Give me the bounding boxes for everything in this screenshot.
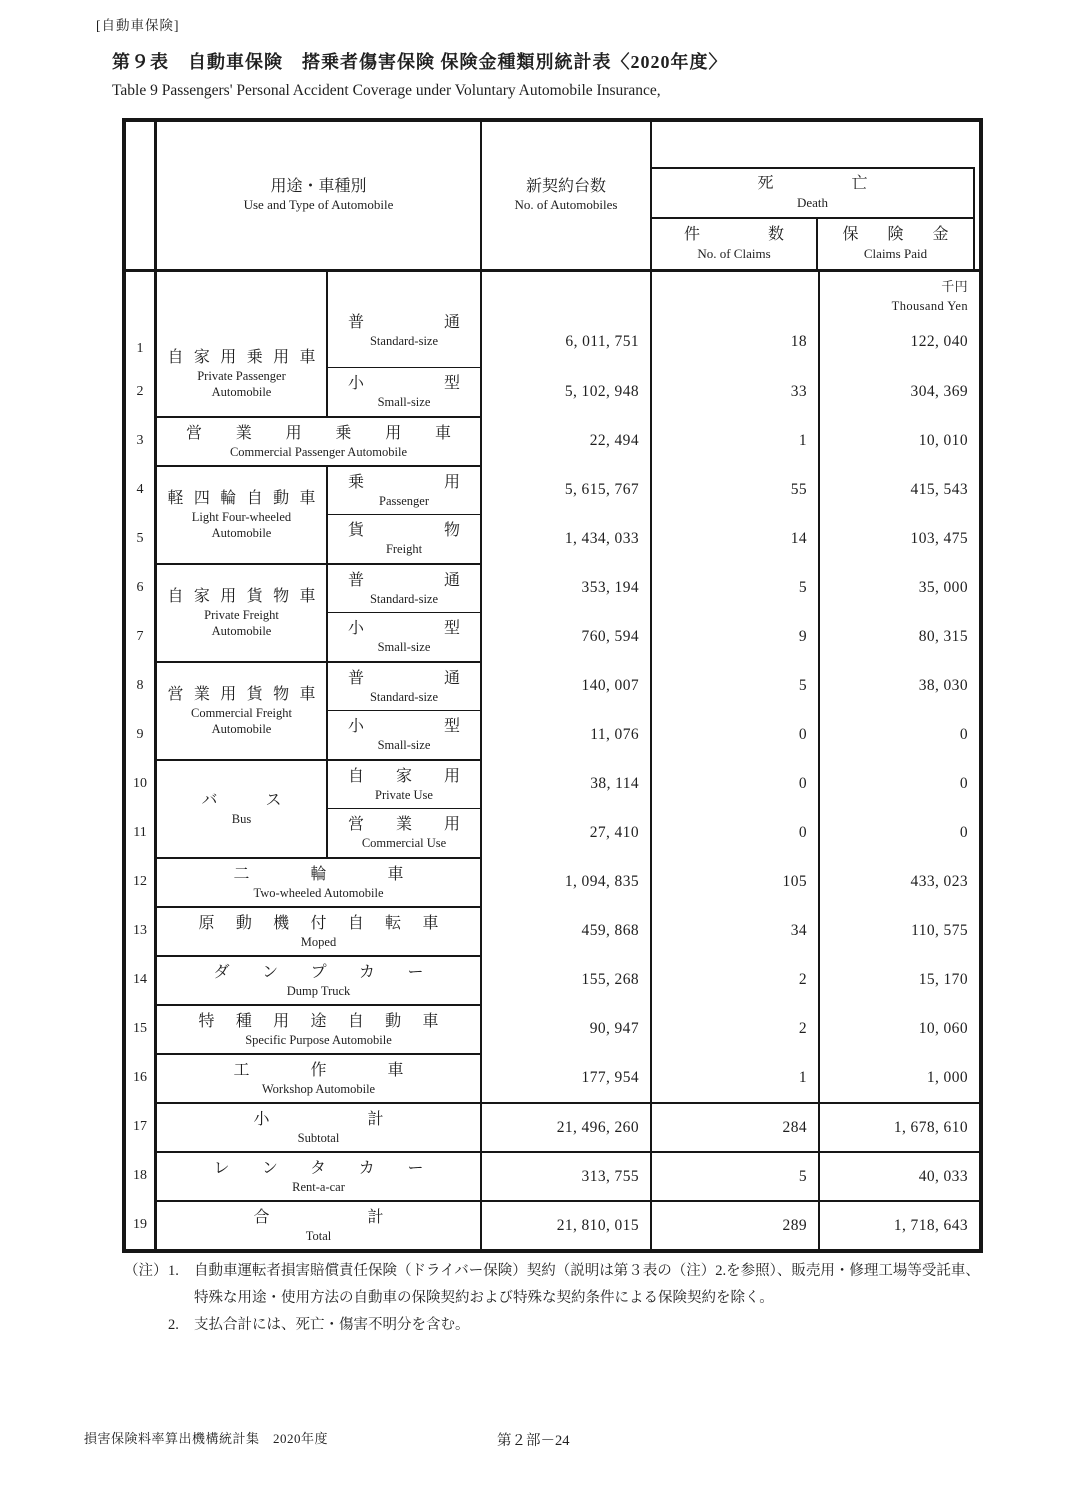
subtype-small-size bbox=[328, 710, 480, 759]
unit-label bbox=[892, 277, 968, 315]
value-automobiles: 5, 102, 948 bbox=[480, 367, 650, 416]
value-automobiles: 22, 494 bbox=[480, 416, 650, 465]
subtype-label-en: Standard-size bbox=[369, 591, 439, 606]
row-label-en: Rent-a-car bbox=[292, 1179, 345, 1194]
value-paid: 10, 010 bbox=[818, 416, 979, 465]
value-paid: 103, 475 bbox=[818, 514, 979, 563]
header-rownum-blank bbox=[126, 122, 154, 272]
subtype-private-use bbox=[328, 759, 480, 808]
header-automobiles-jp: 新契約台数 bbox=[525, 177, 606, 195]
row-number: 1 bbox=[136, 340, 144, 356]
category-private-freight bbox=[154, 563, 328, 661]
row-label-en: Specific Purpose Automobile bbox=[245, 1032, 392, 1047]
header-death-jp: 死亡 bbox=[757, 175, 868, 193]
value-automobiles: 21, 810, 015 bbox=[480, 1200, 650, 1249]
row-number: 16 bbox=[133, 1069, 147, 1085]
category-bus bbox=[154, 759, 328, 857]
subtype-label-en: Standard-size bbox=[369, 334, 439, 348]
category-label-en: Light Four-wheeled Automobile bbox=[191, 510, 292, 540]
row-number: 9 bbox=[136, 726, 144, 742]
footnote-tag: （注） bbox=[124, 1263, 168, 1279]
row-label-en: Subtotal bbox=[297, 1130, 340, 1145]
value-claims: 289 bbox=[650, 1200, 818, 1249]
value-automobiles: 90, 947 bbox=[480, 1004, 650, 1053]
category-label-jp: バス bbox=[201, 792, 282, 809]
subtype-label-jp: 普通 bbox=[348, 669, 460, 687]
subtype-freight bbox=[328, 514, 480, 563]
value-paid: 1, 678, 610 bbox=[818, 1102, 979, 1151]
row-number: 19 bbox=[133, 1216, 147, 1232]
footnote-number: 2. bbox=[168, 1316, 179, 1333]
subtype-standard-size bbox=[328, 563, 480, 612]
subtype-label-en: Small-size bbox=[377, 640, 431, 654]
value-automobiles: 155, 268 bbox=[480, 955, 650, 1004]
value-automobiles: 459, 868 bbox=[480, 906, 650, 955]
value-claims: 5 bbox=[650, 563, 818, 612]
value-paid: 110, 575 bbox=[818, 906, 979, 955]
value-claims: 9 bbox=[650, 612, 818, 661]
value-paid: 415, 543 bbox=[818, 465, 979, 514]
value-automobiles: 313, 755 bbox=[480, 1151, 650, 1200]
subtype-label-jp: 貨物 bbox=[348, 522, 460, 539]
category-label-jp: 自家用貨物車 bbox=[167, 588, 316, 605]
row-label-dump-truck bbox=[154, 955, 480, 1004]
row-label-jp: 合計 bbox=[253, 1208, 384, 1226]
subtype-label-jp: 小型 bbox=[348, 375, 460, 392]
category-label-en: Bus bbox=[231, 812, 252, 826]
subtype-label-en: Private Use bbox=[375, 787, 433, 802]
subtype-label-en: Passenger bbox=[379, 493, 429, 508]
value-paid: 80, 315 bbox=[818, 612, 979, 661]
row-label-jp: ダンプカー bbox=[213, 963, 424, 981]
value-claims: 1 bbox=[650, 416, 818, 465]
subtype-standard-size bbox=[328, 661, 480, 710]
value-paid: 0 bbox=[818, 710, 979, 759]
value-automobiles: 11, 076 bbox=[480, 710, 650, 759]
header-automobiles bbox=[480, 122, 650, 272]
subtype-label-jp: 自家用 bbox=[348, 767, 460, 785]
value-paid: 0 bbox=[818, 759, 979, 808]
row-number: 3 bbox=[136, 432, 144, 448]
row-number: 6 bbox=[136, 579, 144, 595]
footnote-text: 支払合計には、死亡・傷害不明分を含む。 bbox=[194, 1316, 470, 1333]
value-claims: 18 bbox=[650, 272, 818, 367]
subtype-small-size bbox=[328, 612, 480, 661]
footer-source: 損害保険料率算出機構統計集 2020年度 bbox=[84, 1431, 329, 1446]
value-claims: 34 bbox=[650, 906, 818, 955]
header-claims-jp: 件数 bbox=[684, 226, 784, 244]
subtype-label-en: Small-size bbox=[377, 738, 431, 752]
header-claims bbox=[652, 219, 818, 269]
footnote-2 bbox=[124, 1312, 990, 1339]
value-paid: 15, 170 bbox=[818, 955, 979, 1004]
row-number: 7 bbox=[136, 628, 144, 644]
row-number: 8 bbox=[136, 677, 144, 693]
subtype-passenger bbox=[328, 465, 480, 514]
row-label-en: Total bbox=[305, 1228, 332, 1243]
header-use-type-jp: 用途・車種別 bbox=[270, 177, 367, 195]
value-paid: 10, 060 bbox=[818, 1004, 979, 1053]
row-number: 18 bbox=[133, 1167, 147, 1183]
footer-page-number: 第２部－24 bbox=[497, 1433, 570, 1449]
row-label-two-wheeled bbox=[154, 857, 480, 906]
value-automobiles: 1, 434, 033 bbox=[480, 514, 650, 563]
value-claims: 2 bbox=[650, 1004, 818, 1053]
row-label-jp: 二輪車 bbox=[233, 865, 404, 883]
subtype-label-jp: 営業用 bbox=[348, 816, 460, 833]
category-private-passenger bbox=[154, 272, 328, 416]
footnotes bbox=[124, 1258, 990, 1338]
subtype-label-jp: 普通 bbox=[348, 571, 460, 589]
row-label-en: Moped bbox=[300, 934, 337, 949]
subtype-label-en: Standard-size bbox=[369, 689, 439, 704]
statistics-table bbox=[122, 118, 983, 1253]
row-number: 2 bbox=[136, 383, 144, 399]
row-label-jp: 小計 bbox=[253, 1110, 384, 1128]
page-title: 第９表 自動車保険 搭乗者傷害保険 保険金種類別統計表〈2020年度〉 bbox=[112, 52, 728, 72]
value-paid: 38, 030 bbox=[818, 661, 979, 710]
footnote-text: 自動車運転者損害賠償責任保険（ドライバー保険）契約（説明は第３表の（注）2.を参照）、販売用・修理工場等受託車、特殊な用途・使用方法の自動車の保険契約および特殊な契約条件による保険契約を除く。 bbox=[194, 1263, 980, 1306]
row-label-en: Workshop Automobile bbox=[261, 1081, 376, 1096]
value-paid: 304, 369 bbox=[818, 367, 979, 416]
value-automobiles: 140, 007 bbox=[480, 661, 650, 710]
subtype-label-en: Commercial Use bbox=[361, 836, 447, 850]
value-paid bbox=[818, 272, 979, 367]
unit-label-jp: 千円 bbox=[941, 279, 968, 294]
header-death-box bbox=[652, 167, 975, 269]
subtype-label-jp: 普通 bbox=[348, 314, 460, 331]
value-automobiles: 177, 954 bbox=[480, 1053, 650, 1102]
value-claims: 5 bbox=[650, 661, 818, 710]
row-label-commercial-passenger bbox=[154, 416, 480, 465]
value-automobiles: 1, 094, 835 bbox=[480, 857, 650, 906]
unit-label-en: Thousand Yen bbox=[891, 298, 968, 313]
header-paid-jp: 保険金 bbox=[842, 226, 949, 244]
header-death bbox=[652, 169, 973, 219]
category-label-jp: 営業用貨物車 bbox=[167, 686, 316, 703]
value-paid: 1, 718, 643 bbox=[818, 1200, 979, 1249]
row-label-jp: レンタカー bbox=[213, 1159, 424, 1177]
value-automobiles: 21, 496, 260 bbox=[480, 1102, 650, 1151]
header-use-type-en: Use and Type of Automobile bbox=[243, 197, 394, 213]
header-death-region bbox=[650, 122, 979, 272]
row-number: 12 bbox=[133, 873, 147, 889]
value-claims: 14 bbox=[650, 514, 818, 563]
category-label-en: Commercial Freight Automobile bbox=[190, 706, 293, 736]
row-label-moped bbox=[154, 906, 480, 955]
row-label-rent-a-car bbox=[154, 1151, 480, 1200]
value-claims: 2 bbox=[650, 955, 818, 1004]
category-label-jp: 軽四輪自動車 bbox=[167, 490, 316, 507]
category-commercial-freight bbox=[154, 661, 328, 759]
value-automobiles: 38, 114 bbox=[480, 759, 650, 808]
value-claims: 284 bbox=[650, 1102, 818, 1151]
value-automobiles: 760, 594 bbox=[480, 612, 650, 661]
row-label-workshop bbox=[154, 1053, 480, 1102]
subtype-label-en: Freight bbox=[385, 542, 423, 556]
value-automobiles: 27, 410 bbox=[480, 808, 650, 857]
row-label-total bbox=[154, 1200, 480, 1249]
value-claims: 0 bbox=[650, 808, 818, 857]
header-paid-en: Claims Paid bbox=[863, 245, 928, 261]
header-death-subrow bbox=[652, 219, 973, 269]
header-use-type bbox=[154, 122, 480, 272]
row-number: 5 bbox=[136, 530, 144, 546]
value-paid-text: 122, 040 bbox=[910, 333, 968, 350]
value-paid: 433, 023 bbox=[818, 857, 979, 906]
header-paid bbox=[818, 219, 973, 269]
value-paid: 1, 000 bbox=[818, 1053, 979, 1102]
row-label-jp: 原動機付自転車 bbox=[198, 914, 439, 932]
row-number: 17 bbox=[133, 1118, 147, 1134]
category-label-en: Private Freight Automobile bbox=[204, 608, 279, 638]
value-paid: 0 bbox=[818, 808, 979, 857]
header-death-en: Death bbox=[796, 194, 829, 210]
row-label-en: Commercial Passenger Automobile bbox=[229, 444, 408, 459]
value-claims: 55 bbox=[650, 465, 818, 514]
footnote-1 bbox=[124, 1258, 990, 1312]
page-subtitle: Table 9 Passengers' Personal Accident Coverage under Voluntary Automobile Insurance, bbox=[112, 82, 661, 99]
row-label-en: Dump Truck bbox=[286, 983, 351, 998]
row-number: 4 bbox=[136, 481, 144, 497]
row-number: 15 bbox=[133, 1020, 147, 1036]
header-automobiles-en: No. of Automobiles bbox=[514, 197, 618, 213]
value-automobiles: 6, 011, 751 bbox=[480, 272, 650, 367]
category-label-en: Private Passenger Automobile bbox=[197, 369, 286, 399]
value-claims: 33 bbox=[650, 367, 818, 416]
row-label-jp: 工作車 bbox=[233, 1061, 404, 1079]
row-number: 11 bbox=[133, 824, 147, 840]
row-number: 14 bbox=[133, 971, 147, 987]
category-light-four-wheeled bbox=[154, 465, 328, 563]
subtype-small-size bbox=[328, 367, 480, 416]
row-label-specific-purpose bbox=[154, 1004, 480, 1053]
row-label-jp: 営業用乗用車 bbox=[186, 424, 451, 442]
row-number: 13 bbox=[133, 922, 147, 938]
subtype-standard-size bbox=[328, 272, 480, 367]
subtype-label-jp: 乗用 bbox=[348, 473, 460, 491]
header-claims-en: No. of Claims bbox=[697, 245, 771, 261]
subtype-commercial-use bbox=[328, 808, 480, 857]
value-paid: 35, 000 bbox=[818, 563, 979, 612]
value-claims: 1 bbox=[650, 1053, 818, 1102]
row-label-en: Two-wheeled Automobile bbox=[253, 885, 384, 900]
value-automobiles: 5, 615, 767 bbox=[480, 465, 650, 514]
row-number: 10 bbox=[133, 775, 147, 791]
subtype-label-jp: 小型 bbox=[348, 620, 460, 637]
row-label-jp: 特種用途自動車 bbox=[198, 1012, 439, 1030]
value-claims: 0 bbox=[650, 759, 818, 808]
category-label-jp: 自家用乗用車 bbox=[167, 349, 316, 366]
value-paid: 40, 033 bbox=[818, 1151, 979, 1200]
corner-tag: [自動車保険] bbox=[96, 18, 180, 33]
value-claims: 105 bbox=[650, 857, 818, 906]
row-label-subtotal bbox=[154, 1102, 480, 1151]
value-automobiles: 353, 194 bbox=[480, 563, 650, 612]
subtype-label-jp: 小型 bbox=[348, 718, 460, 735]
footnote-number: 1. bbox=[168, 1263, 179, 1279]
subtype-label-en: Small-size bbox=[377, 395, 431, 409]
value-claims: 0 bbox=[650, 710, 818, 759]
value-claims: 5 bbox=[650, 1151, 818, 1200]
